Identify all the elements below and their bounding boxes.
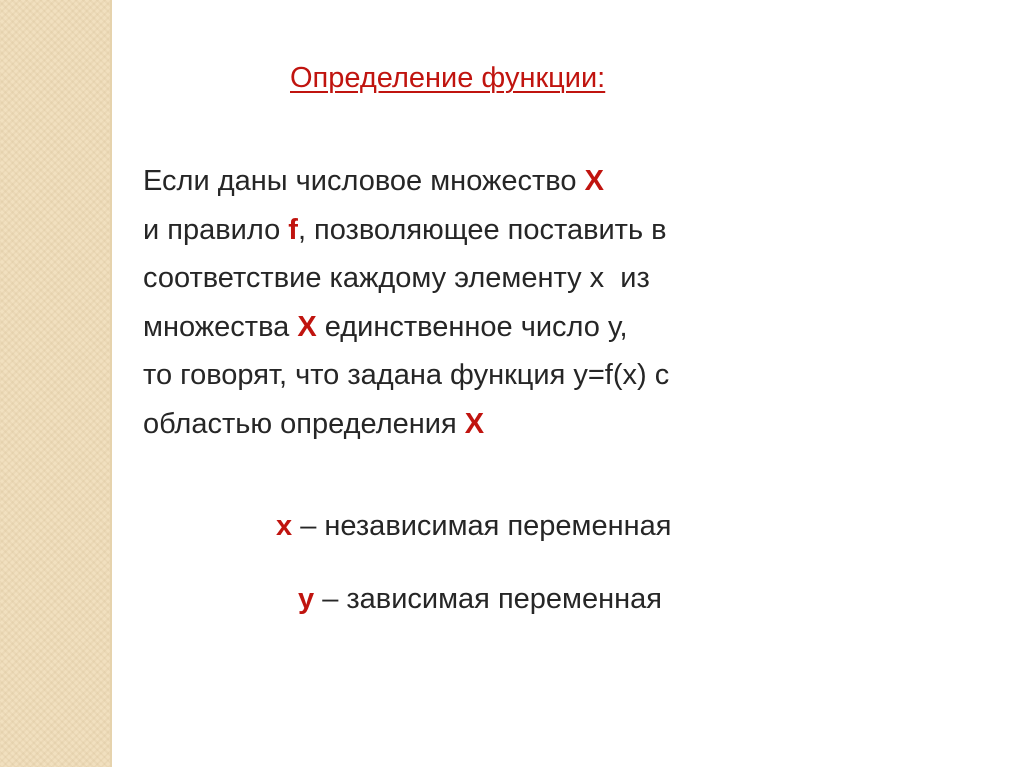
definition-line-4-text-a: множества — [143, 310, 298, 343]
independent-variable-definition — [276, 510, 671, 543]
definition-line-4-text-b: единственное число у, — [316, 310, 628, 343]
set-x-symbol: Х — [584, 165, 604, 197]
rule-f-symbol: f — [288, 213, 298, 246]
slide-title: Определение функции: — [290, 62, 606, 94]
definition-line-6 — [143, 400, 669, 449]
definition-line-4 — [143, 303, 669, 352]
independent-variable-text: – независимая переменная — [292, 510, 672, 542]
definition-line-1 — [143, 157, 669, 206]
function-definition-text — [143, 157, 669, 448]
dependent-variable-definition — [298, 583, 662, 616]
definition-line-6-text: областью определения — [143, 407, 465, 440]
decorative-side-band — [0, 0, 110, 767]
definition-line-1-text: Если даны числовое множество — [143, 165, 585, 197]
x-variable-symbol: х — [276, 510, 293, 542]
definition-line-2-text-a: и правило — [143, 213, 289, 246]
set-x-symbol: Х — [464, 407, 485, 440]
definition-line-2 — [143, 206, 669, 255]
y-variable-symbol: у — [298, 583, 315, 615]
set-x-symbol: Х — [297, 310, 317, 343]
definition-line-5: то говорят, что задана функция у=f(х) с — [143, 359, 670, 391]
definition-line-2-text-b: , позволяющее поставить в — [297, 213, 667, 246]
definition-line-3: соответствие каждому элементу х из — [143, 262, 650, 294]
dependent-variable-text: – зависимая переменная — [314, 583, 662, 615]
decorative-side-divider — [110, 0, 112, 767]
